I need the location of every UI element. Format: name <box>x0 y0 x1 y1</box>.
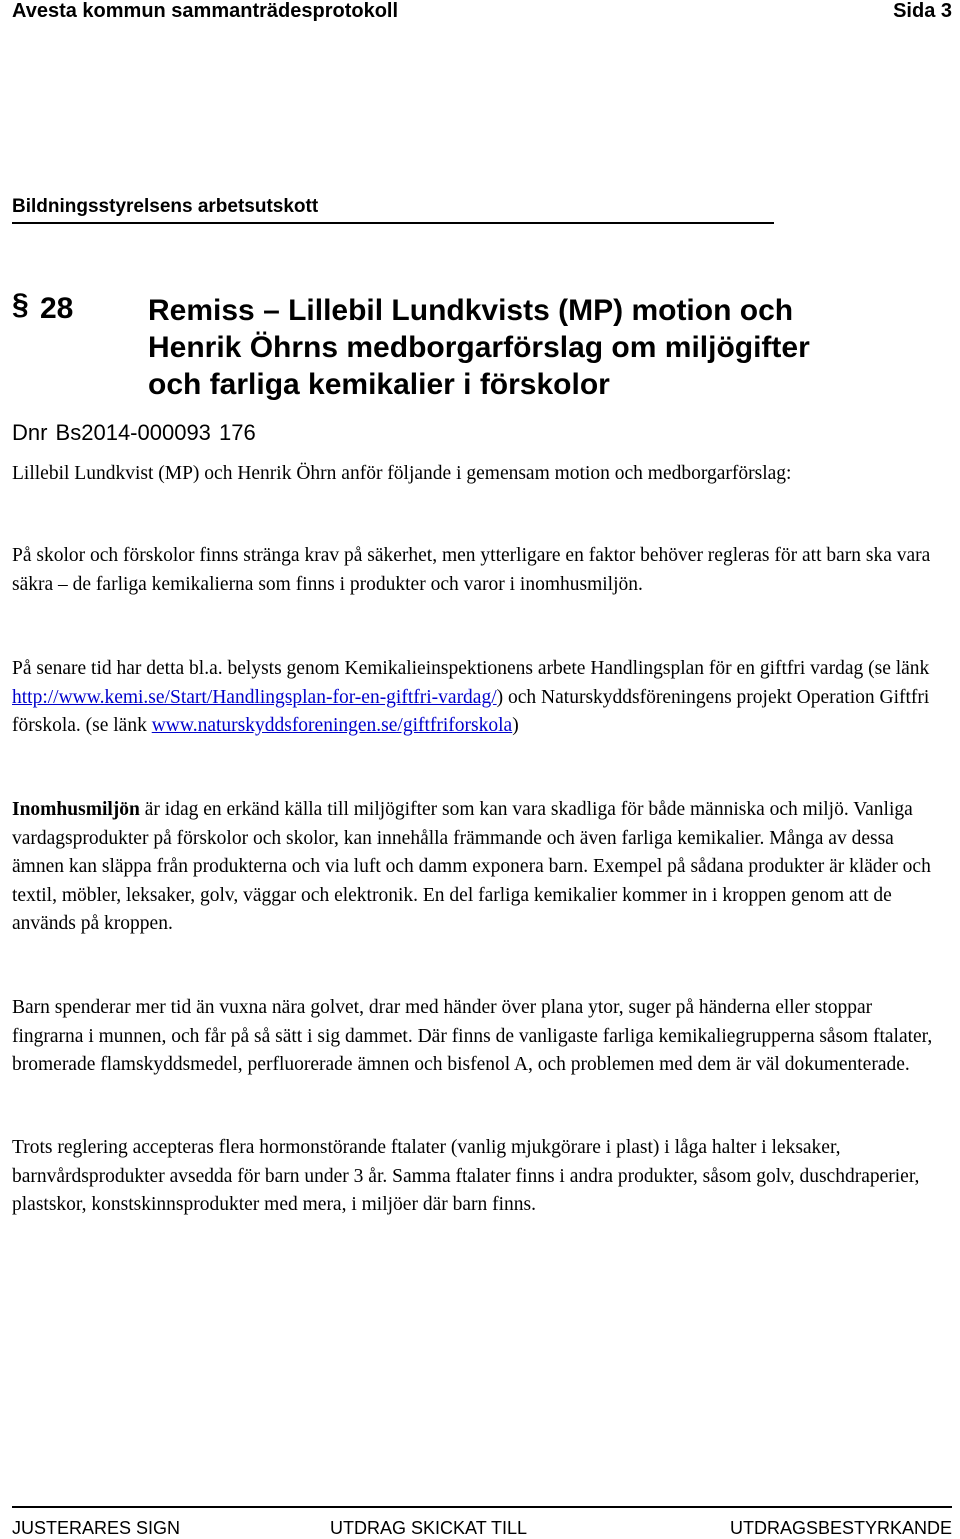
paragraph-phthalates: Trots reglering accepteras flera hormonstörande ftalater (vanlig mjukgörare i plast) i låga halter i leksaker, barnvårdsprodukter avsedda för barn under 3 år. Samma ftalater finns i andra produkter, såsom golv, duschdraperier, plastskor, konstskinnsprodukter med mera, i miljöer där barn finns. <box>12 1137 920 1215</box>
page-header <box>12 0 952 26</box>
kemi-link[interactable]: http://www.kemi.se/Start/Handlingsplan-for-en-giftfri-vardag/ <box>12 686 497 708</box>
paragraph-safety: På skolor och förskolor finns stränga krav på säkerhet, men ytterligare en faktor behöver regleras för att barn ska vara säkra – de farliga kemikalierna som finns i produkter och varor i inomhusmiljön. <box>12 545 931 595</box>
section-title-line: Remiss – Lillebil Lundkvists (MP) motion och <box>148 294 794 327</box>
footer-signature-label: JUSTERARES SIGN <box>12 1518 181 1538</box>
paragraph-lead-term: Inomhusmiljön <box>12 799 140 820</box>
page-number: Sida 3 <box>893 0 952 22</box>
section-title-line: Henrik Öhrns medborgarförslag om miljögifter <box>148 331 810 364</box>
paragraph-text: är idag en erkänd källa till miljögifter som kan vara skadliga för både människa och miljö. Vanliga vardagsprodukter på förskolor och skolor, kan innehålla främmande och även farliga kemikalier. Många av dessa ämnen kan släppa från produkterna och via luft och damm exponera barn. Exempel på sådana produkter är kläder och textil, möbler, leksaker, golv, väggar och elektronik. En del farliga kemikalier kommer in i kroppen genom att de används på kroppen. <box>12 799 931 934</box>
diary-number: Dnr Bs2014-000093 176 <box>12 420 256 445</box>
naturskyddsforeningen-link[interactable]: www.naturskyddsforeningen.se/giftfriforskola <box>151 715 513 736</box>
footer-certification-label: UTDRAGSBESTYRKANDE <box>729 1518 952 1538</box>
section-symbol: § <box>12 288 29 321</box>
section-number: 28 <box>40 292 74 325</box>
paragraph-text: ) <box>512 715 519 736</box>
page-footer <box>12 1506 952 1536</box>
section-title <box>148 292 908 403</box>
paragraph-references <box>12 655 942 741</box>
section-title-line: och farliga kemikalier i förskolor <box>148 368 610 401</box>
paragraph-children-dust: Barn spenderar mer tid än vuxna nära golvet, drar med händer över plana ytor, suger på händerna eller stoppar fingrarna i munnen, och får på så sätt i sig dammet. Där finns de vanligaste farliga kemikaliegrupperna såsom ftalater, bromerade flamskyddsmedel, perfluorerade ämnen och bisfenol A, och problemen med dem är väl dokumenterade. <box>12 997 933 1075</box>
paragraph-indoor-environment <box>12 796 942 939</box>
committee-heading: Bildningsstyrelsens arbetsutskott <box>12 196 774 224</box>
paragraph-text: På senare tid har detta bl.a. belysts genom Kemikalieinspektionens arbete Handlingsplan för en giftfri vardag (se länk <box>12 658 930 679</box>
footer-sent-label: UTDRAG SKICKAT TILL <box>330 1518 528 1538</box>
intro-paragraph: Lillebil Lundkvist (MP) och Henrik Öhrn anför följande i gemensam motion och medborgarförslag: <box>12 463 792 484</box>
paragraph-text: ) och Naturskyddsföreningens projekt Operation Giftfri förskola. (se länk <box>12 686 930 736</box>
document-title: Avesta kommun sammanträdesprotokoll <box>12 0 399 22</box>
